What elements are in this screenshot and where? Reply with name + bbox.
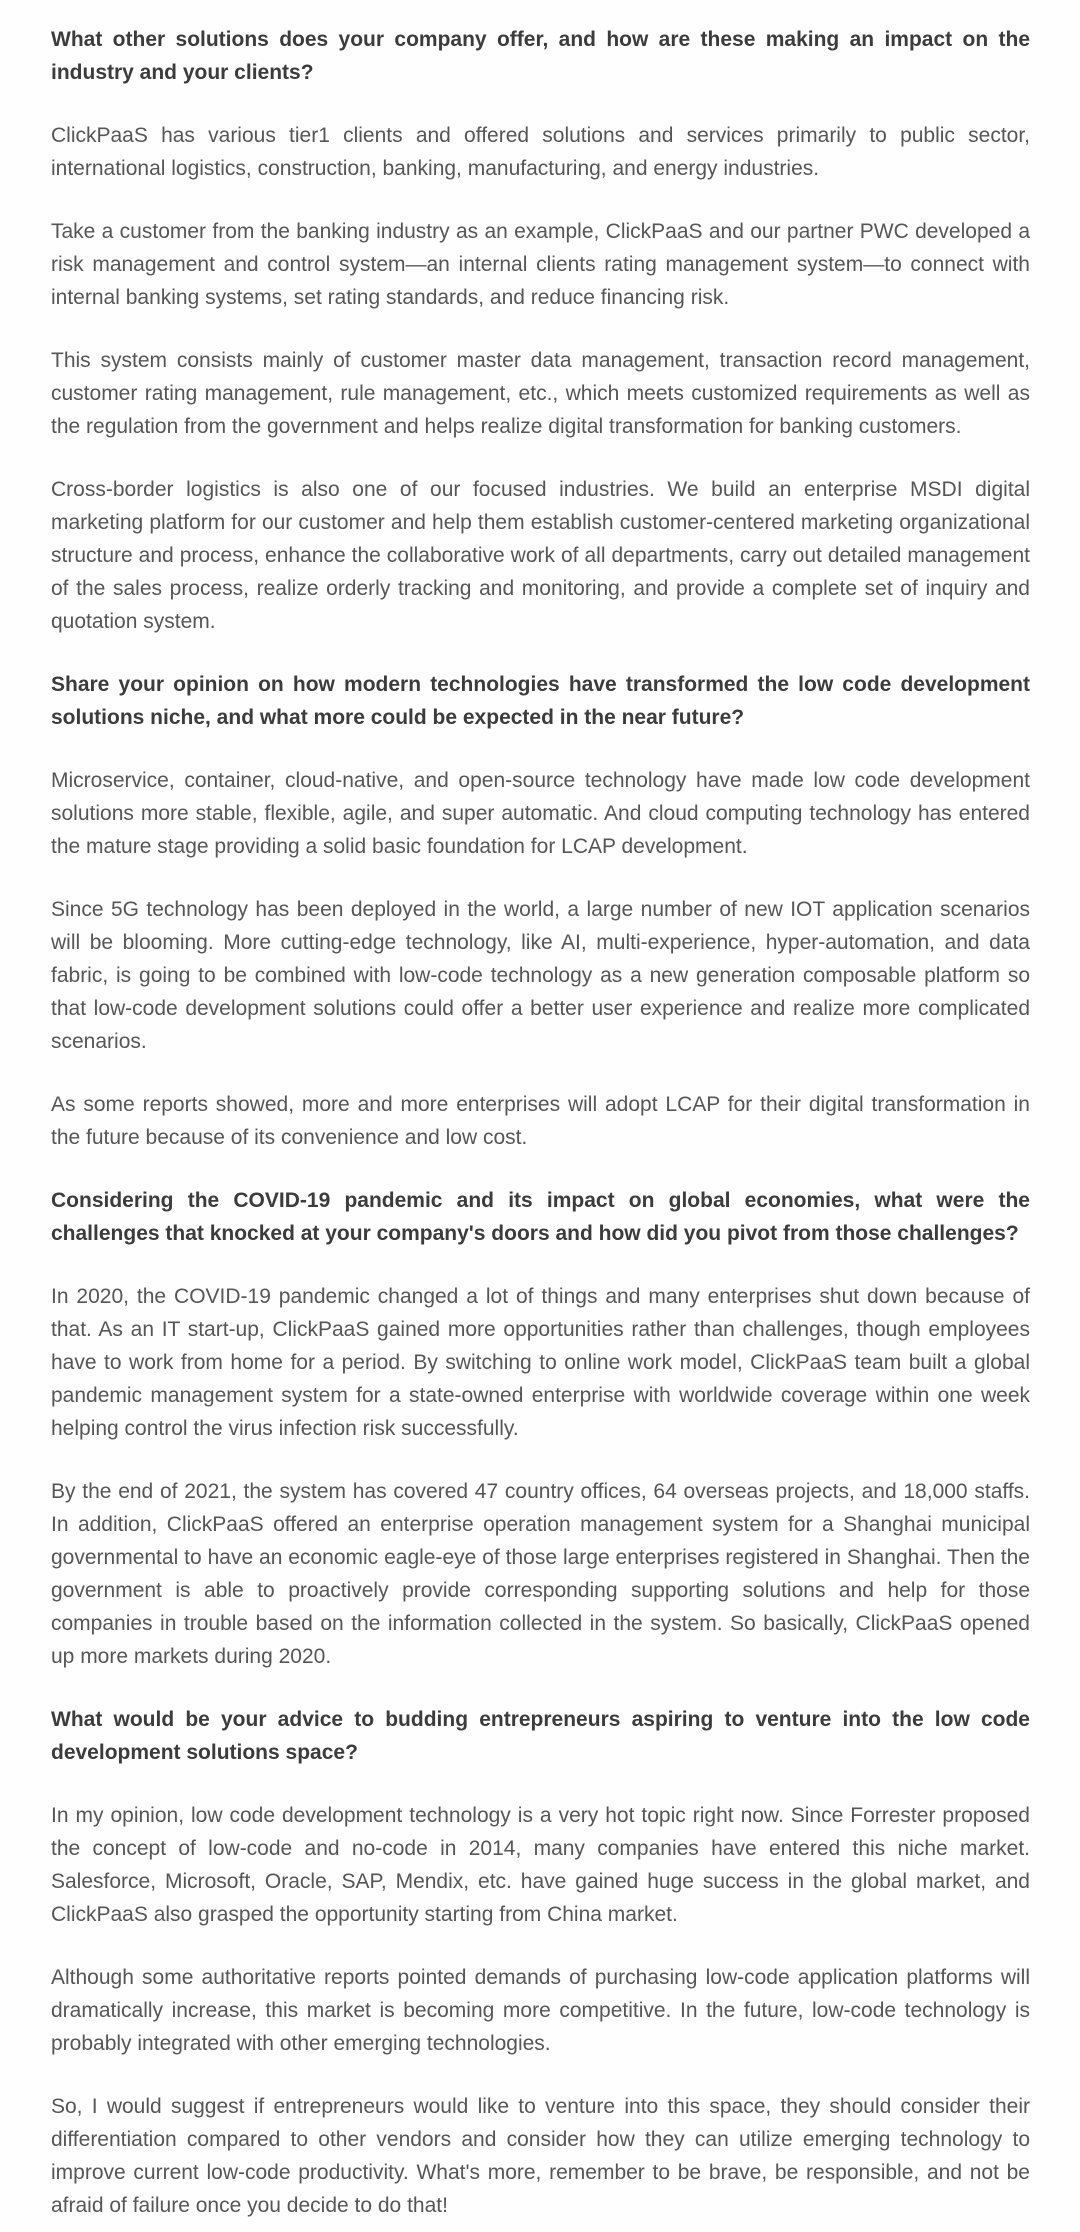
qa-section-2 — [51, 668, 1030, 1154]
answer-paragraph: So, I would suggest if entrepreneurs would like to venture into this space, they should consider their differentiation compared to other vendors and consider how they can utilize emerging technology to improve current low-code productivity. What's more, remember to be brave, be responsible, and not be afraid of failure once you decide to do that! — [51, 2095, 1030, 2217]
answer-paragraph: Although some authoritative reports pointed demands of purchasing low-code application platforms will dramatically increase, this market is becoming more competitive. In the future, low-code technology is probably integrated with other emerging technologies. — [51, 1966, 1030, 2055]
answer-paragraph: Take a customer from the banking industry as an example, ClickPaaS and our partner PWC developed a risk management and control system—an internal clients rating management system—to connect with internal banking systems, set rating standards, and reduce financing risk. — [51, 220, 1030, 309]
question-heading: Considering the COVID-19 pandemic and its impact on global economies, what were the challenges that knocked at your company's doors and how did you pivot from those challenges? — [51, 1189, 1030, 1245]
answer-paragraph: By the end of 2021, the system has covered 47 country offices, 64 overseas projects, and 18,000 staffs. In addition, ClickPaaS offered an enterprise operation management system for a Shanghai municipal governmental to have an economic eagle-eye of those large enterprises registered in Shanghai. Then the government is able to proactively provide corresponding supporting solutions and help for those companies in trouble based on the information collected in the system. So basically, ClickPaaS opened up more markets during 2020. — [51, 1480, 1030, 1668]
answer-paragraph: ClickPaaS has various tier1 clients and offered solutions and services primarily to public sector, international logistics, construction, banking, manufacturing, and energy industries. — [51, 124, 1030, 180]
qa-section-1 — [51, 23, 1030, 638]
question-heading: Share your opinion on how modern technologies have transformed the low code development solutions niche, and what more could be expected in the near future? — [51, 673, 1030, 729]
answer-paragraph: Cross-border logistics is also one of our focused industries. We build an enterprise MSDI digital marketing platform for our customer and help them establish customer-centered marketing organizational structure and process, enhance the collaborative work of all departments, carry out detailed management of the sales process, realize orderly tracking and monitoring, and provide a complete set of inquiry and quotation system. — [51, 478, 1030, 633]
answer-paragraph: In 2020, the COVID-19 pandemic changed a lot of things and many enterprises shut down because of that. As an IT start-up, ClickPaaS gained more opportunities rather than challenges, though employees have to work from home for a period. By switching to online work model, ClickPaaS team built a global pandemic management system for a state-owned enterprise with worldwide coverage within one week helping control the virus infection risk successfully. — [51, 1285, 1030, 1440]
answer-paragraph: As some reports showed, more and more enterprises will adopt LCAP for their digital transformation in the future because of its convenience and low cost. — [51, 1093, 1030, 1149]
qa-section-3 — [51, 1184, 1030, 1673]
answer-paragraph: Microservice, container, cloud-native, and open-source technology have made low code development solutions more stable, flexible, agile, and super automatic. And cloud computing technology has entered the mature stage providing a solid basic foundation for LCAP development. — [51, 769, 1030, 858]
answer-paragraph: Since 5G technology has been deployed in the world, a large number of new IOT application scenarios will be blooming. More cutting-edge technology, like AI, multi-experience, hyper-automation, and data fabric, is going to be combined with low-code technology as a new generation composable platform so that low-code development solutions could offer a better user experience and realize more complicated scenarios. — [51, 898, 1030, 1053]
answer-paragraph: In my opinion, low code development technology is a very hot topic right now. Since Forrester proposed the concept of low-code and no-code in 2014, many companies have entered this niche market. Salesforce, Microsoft, Oracle, SAP, Mendix, etc. have gained huge success in the global market, and ClickPaaS also grasped the opportunity starting from China market. — [51, 1804, 1030, 1926]
answer-paragraph: This system consists mainly of customer master data management, transaction record management, customer rating management, rule management, etc., which meets customized requirements as well as the regulation from the government and helps realize digital transformation for banking customers. — [51, 349, 1030, 438]
question-heading: What would be your advice to budding entrepreneurs aspiring to venture into the low code development solutions space? — [51, 1708, 1030, 1764]
question-heading: What other solutions does your company offer, and how are these making an impact on the industry and your clients? — [51, 28, 1030, 84]
qa-section-4 — [51, 1703, 1030, 2222]
